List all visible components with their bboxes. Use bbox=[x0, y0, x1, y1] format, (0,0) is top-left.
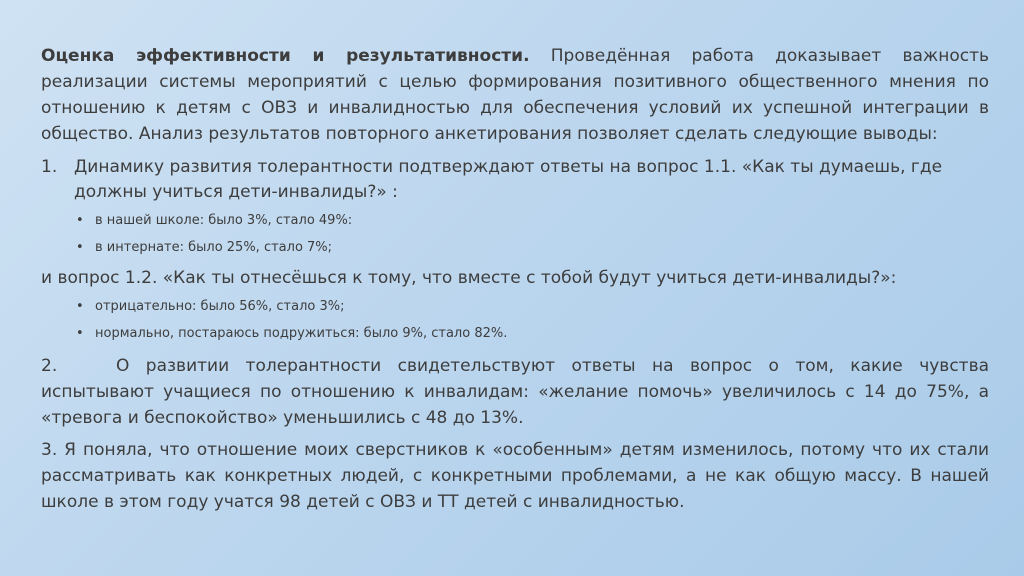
item-text: Динамику развития толерантности подтверждают ответы на вопрос 1.1. «Как ты думаешь, где должны учиться дети-инвалиды?» : bbox=[74, 157, 943, 202]
list-item bbox=[74, 234, 989, 261]
list-item bbox=[74, 207, 989, 234]
conclusion-item-2 bbox=[41, 353, 989, 431]
bullet-icon: • bbox=[76, 213, 84, 228]
item-number: 2. bbox=[41, 356, 58, 376]
bullet-icon: • bbox=[76, 326, 84, 341]
conclusion-item-1 bbox=[41, 155, 989, 205]
bullet-icon: • bbox=[76, 299, 84, 314]
answer-list-q2 bbox=[41, 293, 989, 347]
question-2-text: и вопрос 1.2. «Как ты отнесёшься к тому, что вместе с тобой будут учиться дети-инвалиды?»: bbox=[41, 268, 897, 288]
item-text: О развитии толерантности свидетельствуют ответы на вопрос о том, какие чувства испытывают учащиеся по отношению к инвалидам: «желание помочь» увеличилось с 14 до 75%, а «тревога и беспокойство» уменьшились с 48 до 13%. bbox=[41, 356, 989, 428]
conclusion-item-3: 3. Я поняла, что отношение моих сверстников к «особенным» детям изменилось, потому что их стали рассматривать как конкретных людей, с конкретными проблемами, а не как общую массу. В нашей школе в этом году учатся 98 детей с ОВЗ и ТТ детей с инвалидностью. bbox=[41, 440, 989, 512]
section-heading: Оценка эффективности и результативности. bbox=[41, 46, 530, 66]
list-item-text: отрицательно: было 56%, стало 3%; bbox=[95, 299, 345, 314]
item-number: 1. bbox=[41, 157, 58, 177]
bullet-icon: • bbox=[76, 240, 84, 255]
list-item bbox=[74, 320, 989, 347]
intro-paragraph bbox=[41, 43, 989, 147]
list-item-text: в нашей школе: было 3%, стало 49%: bbox=[95, 213, 353, 228]
list-item-text: в интернате: было 25%, стало 7%; bbox=[95, 240, 333, 255]
list-item-text: нормально, постараюсь подружиться: было 9%, стало 82%. bbox=[95, 326, 508, 341]
slide-content bbox=[41, 43, 989, 515]
intro-text: Проведённая работа доказывает важность реализации системы мероприятий с целью формирования позитивного общественного мнения по отношению к детям с ОВЗ и инвалидностью для обеспечения условий их успешной интеграции в общество. Анализ результатов повторного анкетирования позволяет сделать следующие выводы: bbox=[41, 46, 989, 144]
answer-list-q1 bbox=[41, 207, 989, 261]
list-item bbox=[74, 293, 989, 320]
